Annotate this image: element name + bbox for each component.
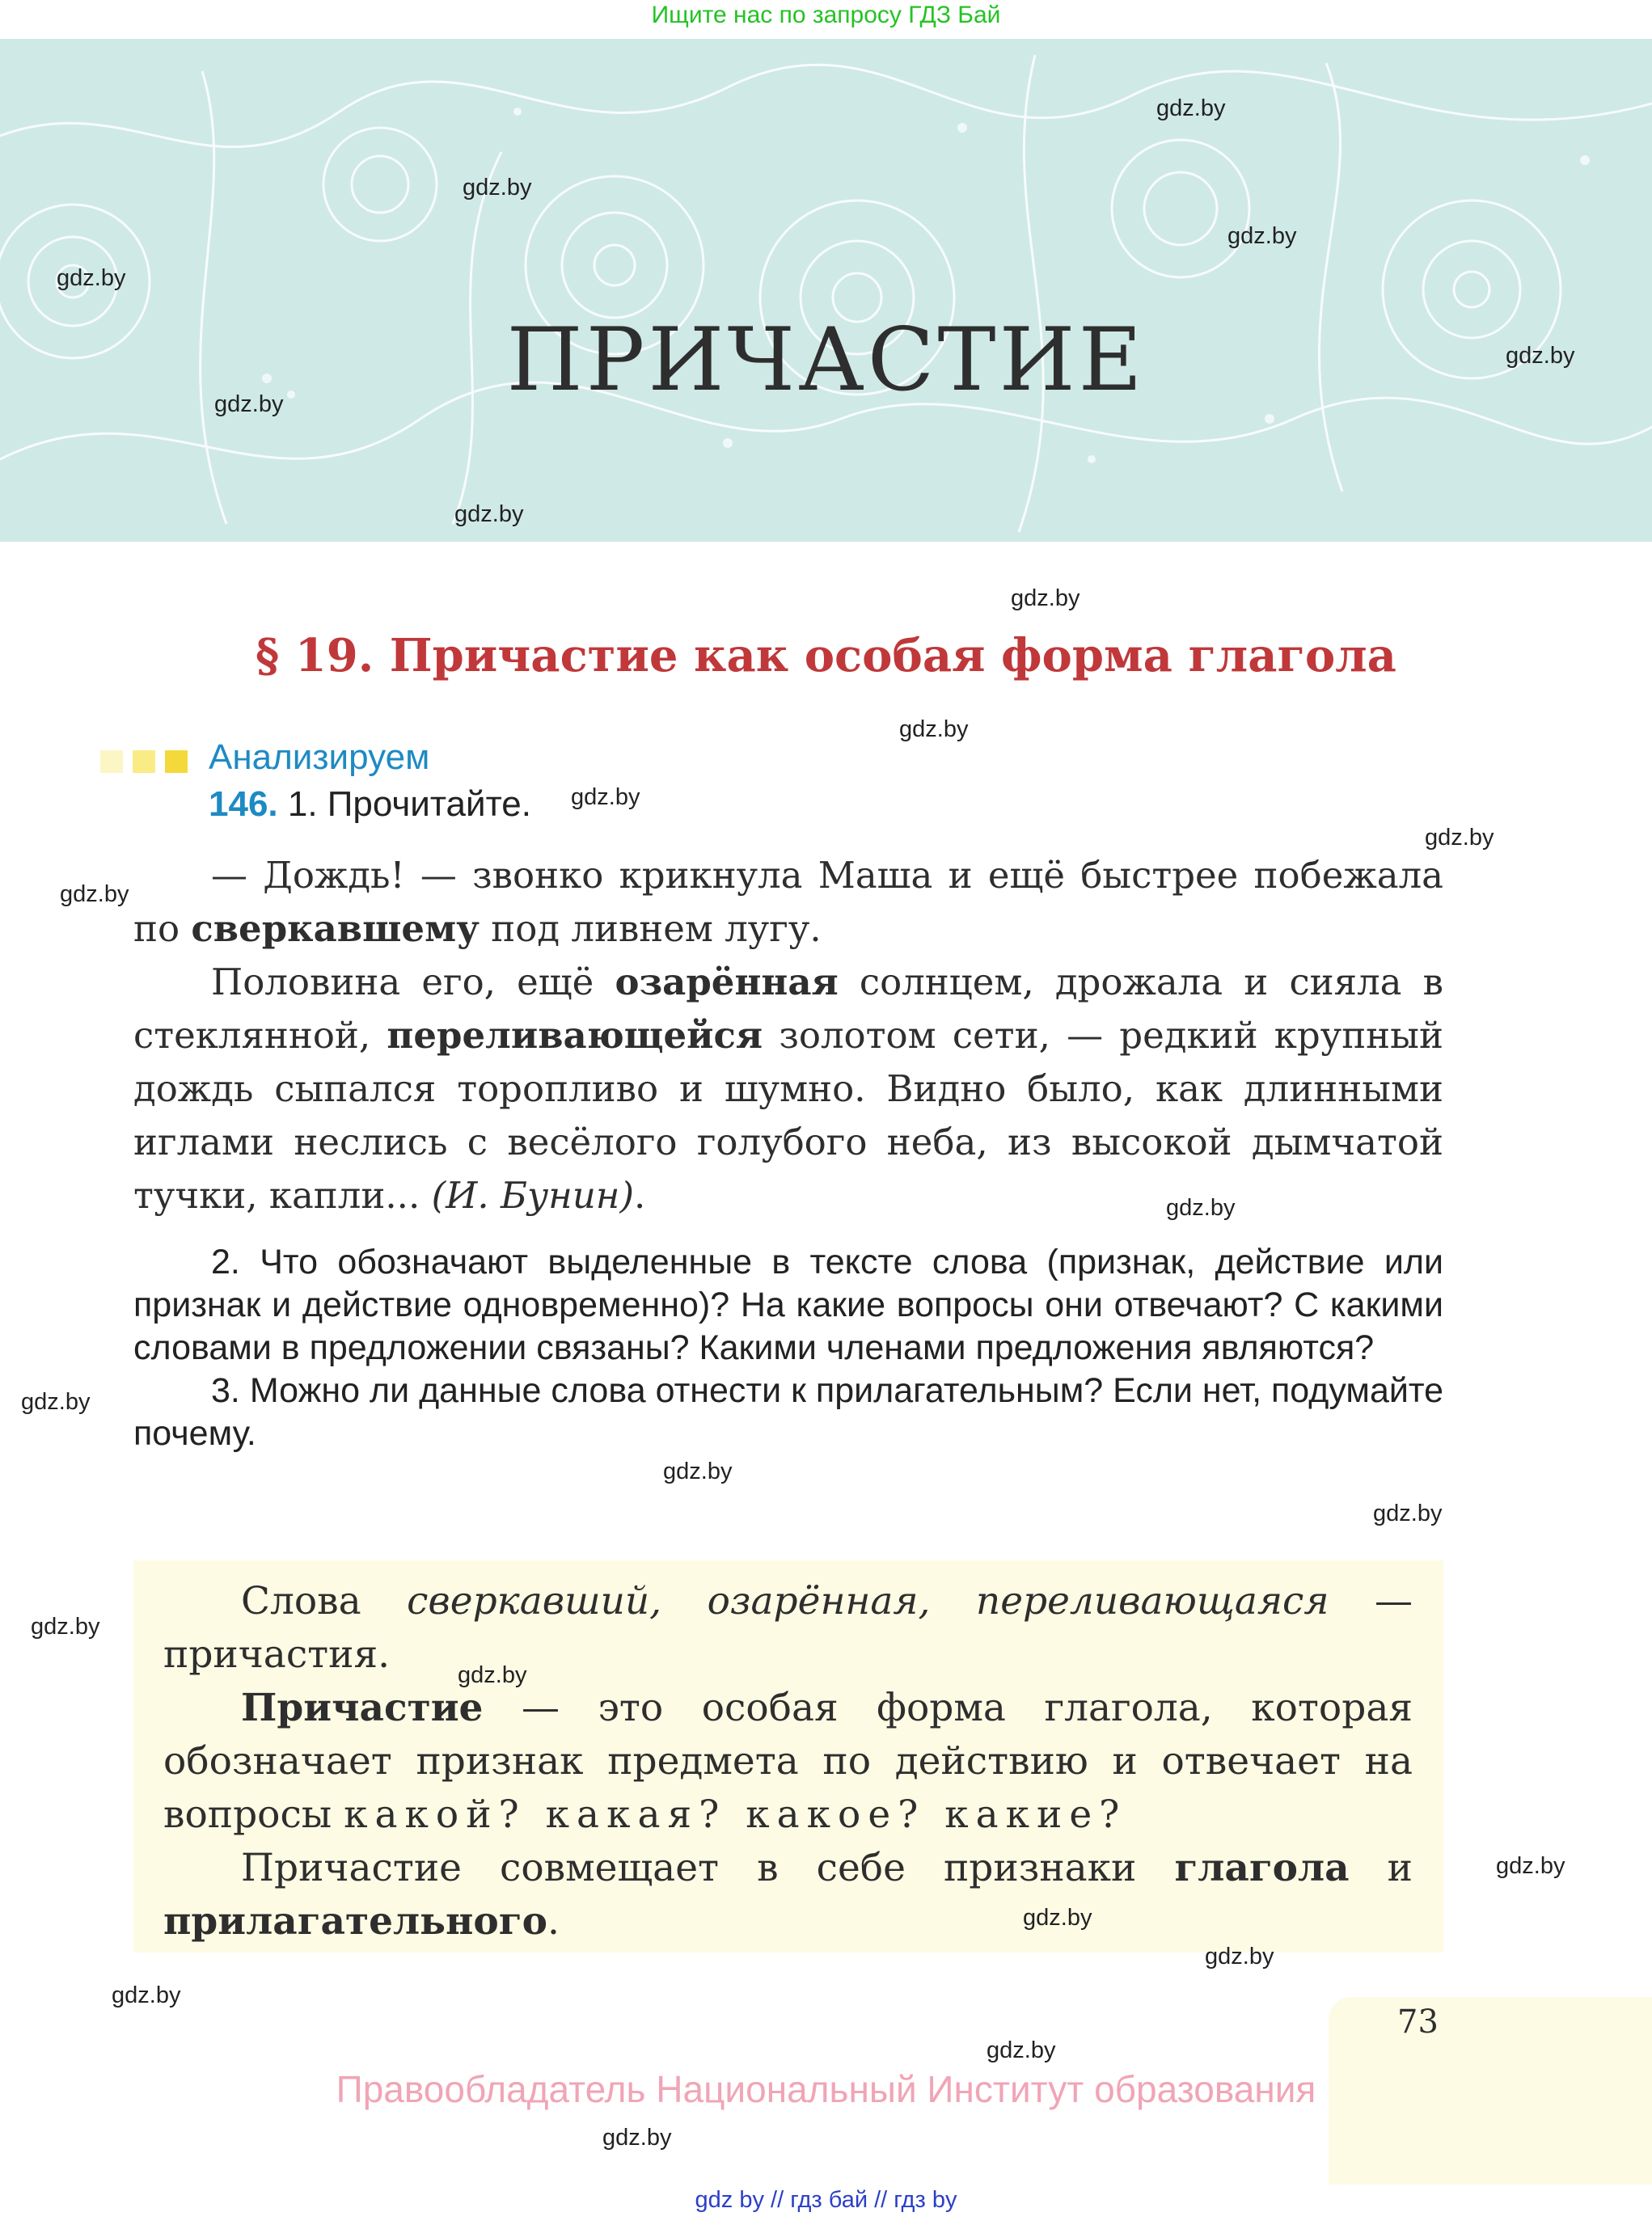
watermark: gdz.by [112,1982,181,2008]
watermark: gdz.by [1506,343,1575,369]
watermark: gdz.by [571,784,640,810]
text-run: — Дождь! — звонко крикнула Маша и ещё быстрее побежала по [133,854,1443,950]
watermark: gdz.by [987,2037,1056,2063]
page-number: 73 [1397,2003,1439,2041]
bold-term: озарённая [615,961,839,1003]
chapter-title: ПРИЧАСТИЕ [506,310,1146,411]
top-search-link[interactable]: Ищите нас по запросу ГДЗ Бай [651,2,1001,28]
floral-pattern-icon [0,39,1652,542]
watermark: gdz.by [214,391,284,417]
watermark: gdz.by [1373,1501,1443,1526]
watermark: gdz.by [1011,585,1080,611]
watermark: gdz.by [1166,1195,1236,1221]
task-number: 146. [209,784,278,824]
watermark: gdz.by [31,1614,100,1640]
text-run: Причастие совмещает в себе признаки [241,1846,1175,1890]
question-3: 3. Можно ли данные слова отнести к прилагательным? Если нет, подумайте почему. [133,1371,1443,1453]
text-run: — причастия. [163,1579,1413,1677]
text-run: . [634,1174,646,1217]
marker-square [100,750,123,773]
watermark: gdz.by [1156,95,1226,121]
watermark: gdz.by [463,175,532,201]
watermark: gdz.by [21,1389,91,1415]
watermark: gdz.by [1496,1853,1565,1879]
watermark: gdz.by [1227,223,1297,249]
analyze-heading: Анализируем [209,737,430,777]
watermark: gdz.by [1425,825,1494,851]
watermark: gdz.by [454,501,524,527]
text-run: Половина его, ещё [211,961,615,1003]
watermark: gdz.by [899,716,969,742]
text-run: . [547,1899,560,1944]
watermark: gdz.by [602,2125,672,2151]
marker-square [133,750,155,773]
task-instruction [209,784,531,825]
task-questions [133,1241,1443,1455]
text-run: солнцем, дрожала и сияла в стеклянной, [133,961,1444,1057]
bold-term: Причастие [241,1686,484,1730]
section-marker-squares [100,750,188,773]
copyright-note: Правообладатель Национальный Институт образования [336,2068,1316,2110]
task-text: 1. Прочитайте. [277,784,531,824]
italic-text: (И. Бунин) [431,1174,634,1217]
question-2: 2. Что обозначают выделенные в тексте слова (признак, действие или признак и действие одновременно)? На какие вопросы они отвечают? С какими словами в предложении связаны? Какими членами предложения являются? [133,1243,1443,1367]
text-run: золотом сети, — редкий крупный дождь сыпался торопливо и шумно. Видно было, как длинными иглами неслись с весёлого голубого неба, из высокой дымчатой тучки, капли... [133,1014,1443,1217]
watermark: gdz.by [57,265,126,291]
reading-text [133,849,1443,1222]
bold-term: сверкавшему [191,907,480,950]
watermark: gdz.by [458,1662,527,1688]
text-run: и [1349,1846,1413,1890]
bold-term: глагола [1174,1846,1350,1890]
watermark: gdz.by [1023,1905,1092,1931]
section-title: § 19. Причастие как особая форма глагола [256,629,1396,682]
reading-paragraph-2 [133,956,1443,1222]
italic-text: сверкавший, озарённая, переливающаяся [407,1579,1329,1623]
bottom-links[interactable]: gdz by // гдз бай // гдз by [695,2187,957,2213]
rule-text [163,1575,1413,1948]
chapter-banner [0,39,1652,542]
bold-term: переливающейся [387,1014,763,1057]
rule-paragraph-1 [163,1575,1413,1682]
watermark: gdz.by [60,881,129,907]
text-run: Слова [241,1579,408,1623]
marker-square [165,750,188,773]
reading-paragraph-1 [133,849,1443,956]
bold-term: прилагательного [163,1899,547,1944]
spaced-questions: какой? какая? какое? какие? [344,1792,1127,1837]
text-run: под ливнем лугу. [479,907,822,950]
rule-paragraph-3 [163,1842,1413,1948]
watermark: gdz.by [663,1459,733,1484]
watermark: gdz.by [1205,1944,1274,1970]
text-run: — это особая форма глагола, которая обозначает признак предмета по действию и отвечает на вопросы [163,1686,1413,1837]
rule-paragraph-2 [163,1682,1413,1842]
